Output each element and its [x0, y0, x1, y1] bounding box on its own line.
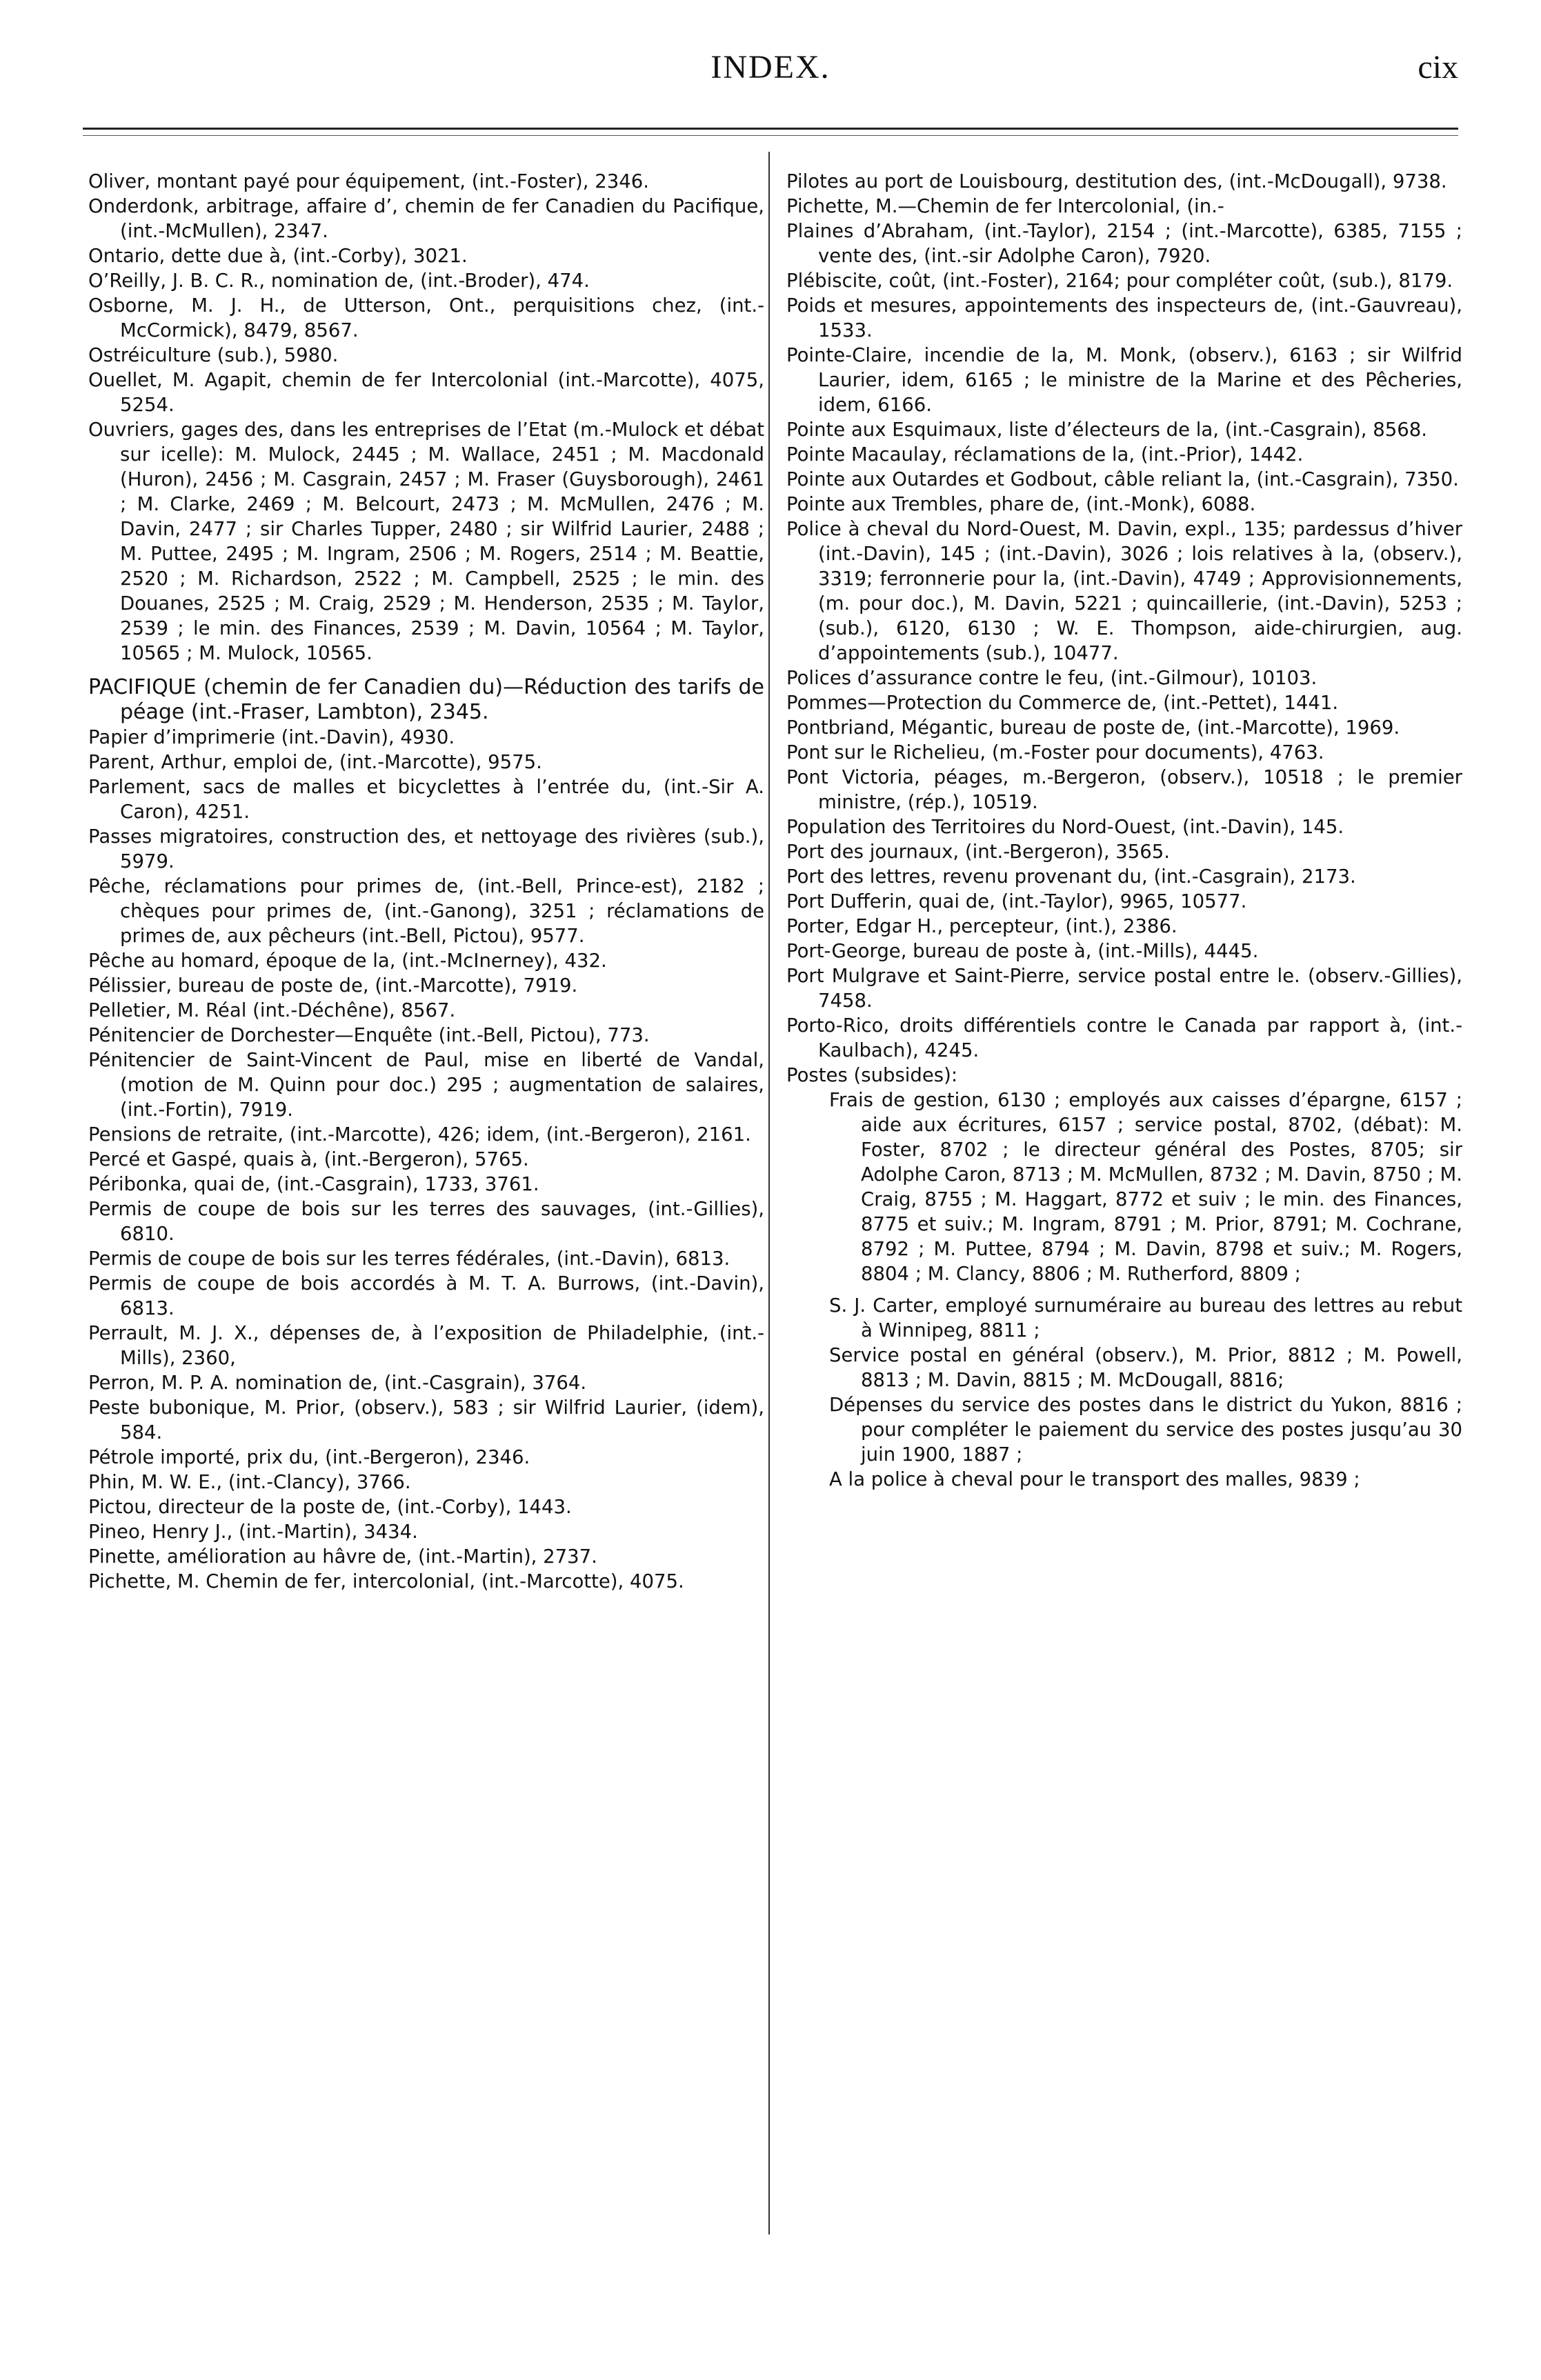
index-entry: Polices d’assurance contre le feu, (int.-Gilmour), 10103. [786, 667, 1318, 689]
index-entry: Papier d’imprimerie (int.-Davin), 4930. [88, 726, 455, 748]
index-entry: Port Dufferin, quai de, (int.-Taylor), 9965, 10577. [786, 890, 1247, 912]
index-subentry: A la police à cheval pour le transport des malles, 9839 ; [829, 1468, 1360, 1490]
index-entry: Pictou, directeur de la poste de, (int.-Corby), 1443. [88, 1496, 572, 1518]
index-entry: Permis de coupe de bois accordés à M. T. A. Burrows, (int.-Davin), 6813. [88, 1272, 764, 1319]
column-divider [768, 152, 770, 2234]
index-entry: Peste bubonique, M. Prior, (observ.), 583 ; sir Wilfrid Laurier, (idem), 584. [88, 1397, 764, 1443]
index-entry: Pensions de retraite, (int.-Marcotte), 426; idem, (int.-Bergeron), 2161. [88, 1123, 751, 1146]
index-entry: Pointe aux Trembles, phare de, (int.-Monk), 6088. [786, 493, 1256, 515]
index-entry: Ouvriers, gages des, dans les entreprises de l’Etat (m.-Mulock et débat sur icelle): M. Mulock, 2445 ; M. Wallace, 2451 ; M. Macdonald (Huron), 2456 ; M. Casgrain, 2457 ; M. Fraser (Guysborough), 2461 ; M. Clarke, 2469 ; M. Belcourt, 2473 ; M. McMullen, 2476 ; M. Davin, 2477 ; sir Charles Tupper, 2480 ; sir Wilfrid Laurier, 2488 ; M. Puttee, 2495 ; M. Ingram, 2506 ; M. Rogers, 2514 ; M. Beattie, 2520 ; M. Richardson, 2522 ; M. Campbell, 2525 ; le min. des Douanes, 2525 ; M. Craig, 2529 ; M. Henderson, 2535 ; M. Taylor, 2539 ; le min. des Finances, 2539 ; M. Davin, 10564 ; M. Taylor, 10565 ; M. Mulock, 10565. [88, 419, 764, 664]
index-entry: Ontario, dette due à, (int.-Corby), 3021. [88, 245, 468, 267]
index-entry: Plaines d’Abraham, (int.-Taylor), 2154 ; (int.-Marcotte), 6385, 7155 ; vente des, (int.-sir Adolphe Caron), 7920. [786, 220, 1462, 267]
index-entry: Pénitencier de Dorchester—Enquête (int.-Bell, Pictou), 773. [88, 1024, 650, 1046]
index-entry: Pénitencier de Saint-Vincent de Paul, mise en liberté de Vandal, (motion de M. Quinn pour doc.) 295 ; augmentation de salaires, (int.-Fortin), 7919. [88, 1049, 764, 1121]
index-entry: Ostréiculture (sub.), 5980. [88, 344, 339, 366]
index-entry: Pointe Macaulay, réclamations de la, (int.-Prior), 1442. [786, 443, 1304, 466]
index-entry: Pichette, M. Chemin de fer, intercolonial, (int.-Marcotte), 4075. [88, 1570, 684, 1592]
left-column [88, 169, 764, 1594]
index-entry: Pineo, Henry J., (int.-Martin), 3434. [88, 1521, 418, 1543]
index-subentry: Dépenses du service des postes dans le district du Yukon, 8816 ; pour compléter le paiement du service des postes jusqu’au 30 juin 1900, 1887 ; [829, 1394, 1462, 1466]
index-entry: Parlement, sacs de malles et bicyclettes à l’entrée du, (int.-Sir A. Caron), 4251. [88, 776, 764, 823]
index-entry: Port Mulgrave et Saint-Pierre, service postal entre le. (observ.-Gillies), 7458. [786, 965, 1462, 1012]
index-entry: Pélissier, bureau de poste de, (int.-Marcotte), 7919. [88, 974, 578, 997]
index-entry: Plébiscite, coût, (int.-Foster), 2164; pour compléter coût, (sub.), 8179. [786, 270, 1453, 292]
index-entry: Pelletier, M. Réal (int.-Déchêne), 8567. [88, 999, 456, 1021]
index-entry: Pinette, amélioration au hâvre de, (int.-Martin), 2737. [88, 1546, 597, 1568]
running-head [83, 41, 1458, 103]
index-entry: Poids et mesures, appointements des inspecteurs de, (int.-Gauvreau), 1533. [786, 294, 1462, 341]
index-entry: Osborne, M. J. H., de Utterson, Ont., perquisitions chez, (int.-McCormick), 8479, 8567. [88, 294, 764, 341]
index-entry: Pétrole importé, prix du, (int.-Bergeron), 2346. [88, 1446, 530, 1468]
index-subentry: S. J. Carter, employé surnuméraire au bureau des lettres au rebut à Winnipeg, 8811 ; [829, 1294, 1462, 1341]
index-entry: Port-George, bureau de poste à, (int.-Mills), 4445. [786, 940, 1259, 962]
index-entry: Population des Territoires du Nord-Ouest, (int.-Davin), 145. [786, 816, 1344, 838]
index-entry: Pointe-Claire, incendie de la, M. Monk, (observ.), 6163 ; sir Wilfrid Laurier, idem, 6165 ; le ministre de la Marine et des Pêcheries, idem, 6166. [786, 344, 1462, 416]
index-entry: Perron, M. P. A. nomination de, (int.-Casgrain), 3764. [88, 1372, 587, 1394]
index-entry: Pêche, réclamations pour primes de, (int.-Bell, Prince-est), 2182 ; chèques pour primes de, (int.-Ganong), 3251 ; réclamations de primes de, aux pêcheurs (int.-Bell, Pictou), 9577. [88, 875, 764, 947]
index-entry: Permis de coupe de bois sur les terres des sauvages, (int.-Gillies), 6810. [88, 1198, 764, 1245]
index-entry: Oliver, montant payé pour équipement, (int.-Foster), 2346. [88, 170, 649, 192]
index-subentry: Frais de gestion, 6130 ; employés aux caisses d’épargne, 6157 ; aide aux écritures, 6157 ; service postal, 8702, (débat): M. Foster, 8702 ; le directeur général des Postes, 8705; sir Adolphe Caron, 8713 ; M. McMullen, 8732 ; M. Davin, 8750 ; M. Craig, 8755 ; M. Haggart, 8772 et suiv ; le min. des Finances, 8775 et suiv.; M. Ingram, 8791 ; M. Prior, 8791; M. Cochrane, 8792 ; M. Puttee, 8794 ; M. Davin, 8798 et suiv.; M. Rogers, 8804 ; M. Clancy, 8806 ; M. Rutherford, 8809 ; [829, 1089, 1462, 1285]
index-entry: Ouellet, M. Agapit, chemin de fer Intercolonial (int.-Marcotte), 4075, 5254. [88, 369, 764, 416]
index-entry-postes: Postes (subsides): [786, 1064, 958, 1086]
index-entry: Permis de coupe de bois sur les terres fédérales, (int.-Davin), 6813. [88, 1248, 730, 1270]
index-entry: Porter, Edgar H., percepteur, (int.), 2386. [786, 915, 1177, 937]
index-entry: Pont Victoria, péages, m.-Bergeron, (observ.), 10518 ; le premier ministre, (rép.), 10519. [786, 766, 1462, 813]
index-entry: Pêche au homard, époque de la, (int.-McInerney), 432. [88, 950, 607, 972]
index-entry: Pichette, M.—Chemin de fer Intercolonial, (in.- [786, 195, 1224, 217]
index-entry: Pilotes au port de Louisbourg, destitution des, (int.-McDougall), 9738. [786, 170, 1447, 192]
index-entry: O’Reilly, J. B. C. R., nomination de, (int.-Broder), 474. [88, 270, 590, 292]
index-entry: Parent, Arthur, emploi de, (int.-Marcotte), 9575. [88, 751, 542, 773]
index-entry: Police à cheval du Nord-Ouest, M. Davin, expl., 135; pardessus d’hiver (int.-Davin), 145 ; (int.-Davin), 3026 ; lois relatives à la, (observ.), 3319; ferronnerie pour la, (int.-Davin), 4749 ; Approvisionnements, (m. pour doc.), M. Davin, 5221 ; quincaillerie, (int.-Davin), 5253 ; (sub.), 6120, 6130 ; W. E. Thompson, aide-chirurgien, aug. d’appointements (sub.), 10477. [786, 518, 1462, 664]
index-entry: Port des journaux, (int.-Bergeron), 3565. [786, 841, 1171, 863]
index-entry: Perrault, M. J. X., dépenses de, à l’exposition de Philadelphie, (int.-Mills), 2360, [88, 1322, 764, 1369]
index-entry: Passes migratoires, construction des, et nettoyage des rivières (sub.), 5979. [88, 826, 764, 872]
index-entry: Port des lettres, revenu provenant du, (int.-Casgrain), 2173. [786, 866, 1356, 888]
index-entry: Péribonka, quai de, (int.-Casgrain), 1733, 3761. [88, 1173, 539, 1195]
index-entry: Percé et Gaspé, quais à, (int.-Bergeron), 5765. [88, 1148, 529, 1170]
index-entry: Phin, M. W. E., (int.-Clancy), 3766. [88, 1471, 411, 1493]
header-rule [83, 128, 1458, 136]
page-number: cix [1418, 49, 1458, 86]
index-entry: PACIFIQUE (chemin de fer Canadien du)—Réduction des tarifs de péage (int.-Fraser, Lambton), 2345. [88, 675, 764, 724]
index-entry: Onderdonk, arbitrage, affaire d’, chemin de fer Canadien du Pacifique, (int.-McMullen), 2347. [88, 195, 764, 242]
index-subentry: Service postal en général (observ.), M. Prior, 8812 ; M. Powell, 8813 ; M. Davin, 8815 ; M. McDougall, 8816; [829, 1344, 1462, 1391]
index-entry: Pontbriand, Mégantic, bureau de poste de, (int.-Marcotte), 1969. [786, 717, 1400, 739]
index-entry: Pommes—Protection du Commerce de, (int.-Pettet), 1441. [786, 692, 1339, 714]
index-entry: Pointe aux Esquimaux, liste d’électeurs de la, (int.-Casgrain), 8568. [786, 419, 1427, 441]
page-title: INDEX. [710, 49, 831, 86]
index-entry: Pointe aux Outardes et Godbout, câble reliant la, (int.-Casgrain), 7350. [786, 468, 1459, 490]
right-column [786, 169, 1462, 1492]
index-entry: Porto-Rico, droits différentiels contre le Canada par rapport à, (int.-Kaulbach), 4245. [786, 1014, 1462, 1061]
index-entry: Pont sur le Richelieu, (m.-Foster pour documents), 4763. [786, 741, 1324, 763]
